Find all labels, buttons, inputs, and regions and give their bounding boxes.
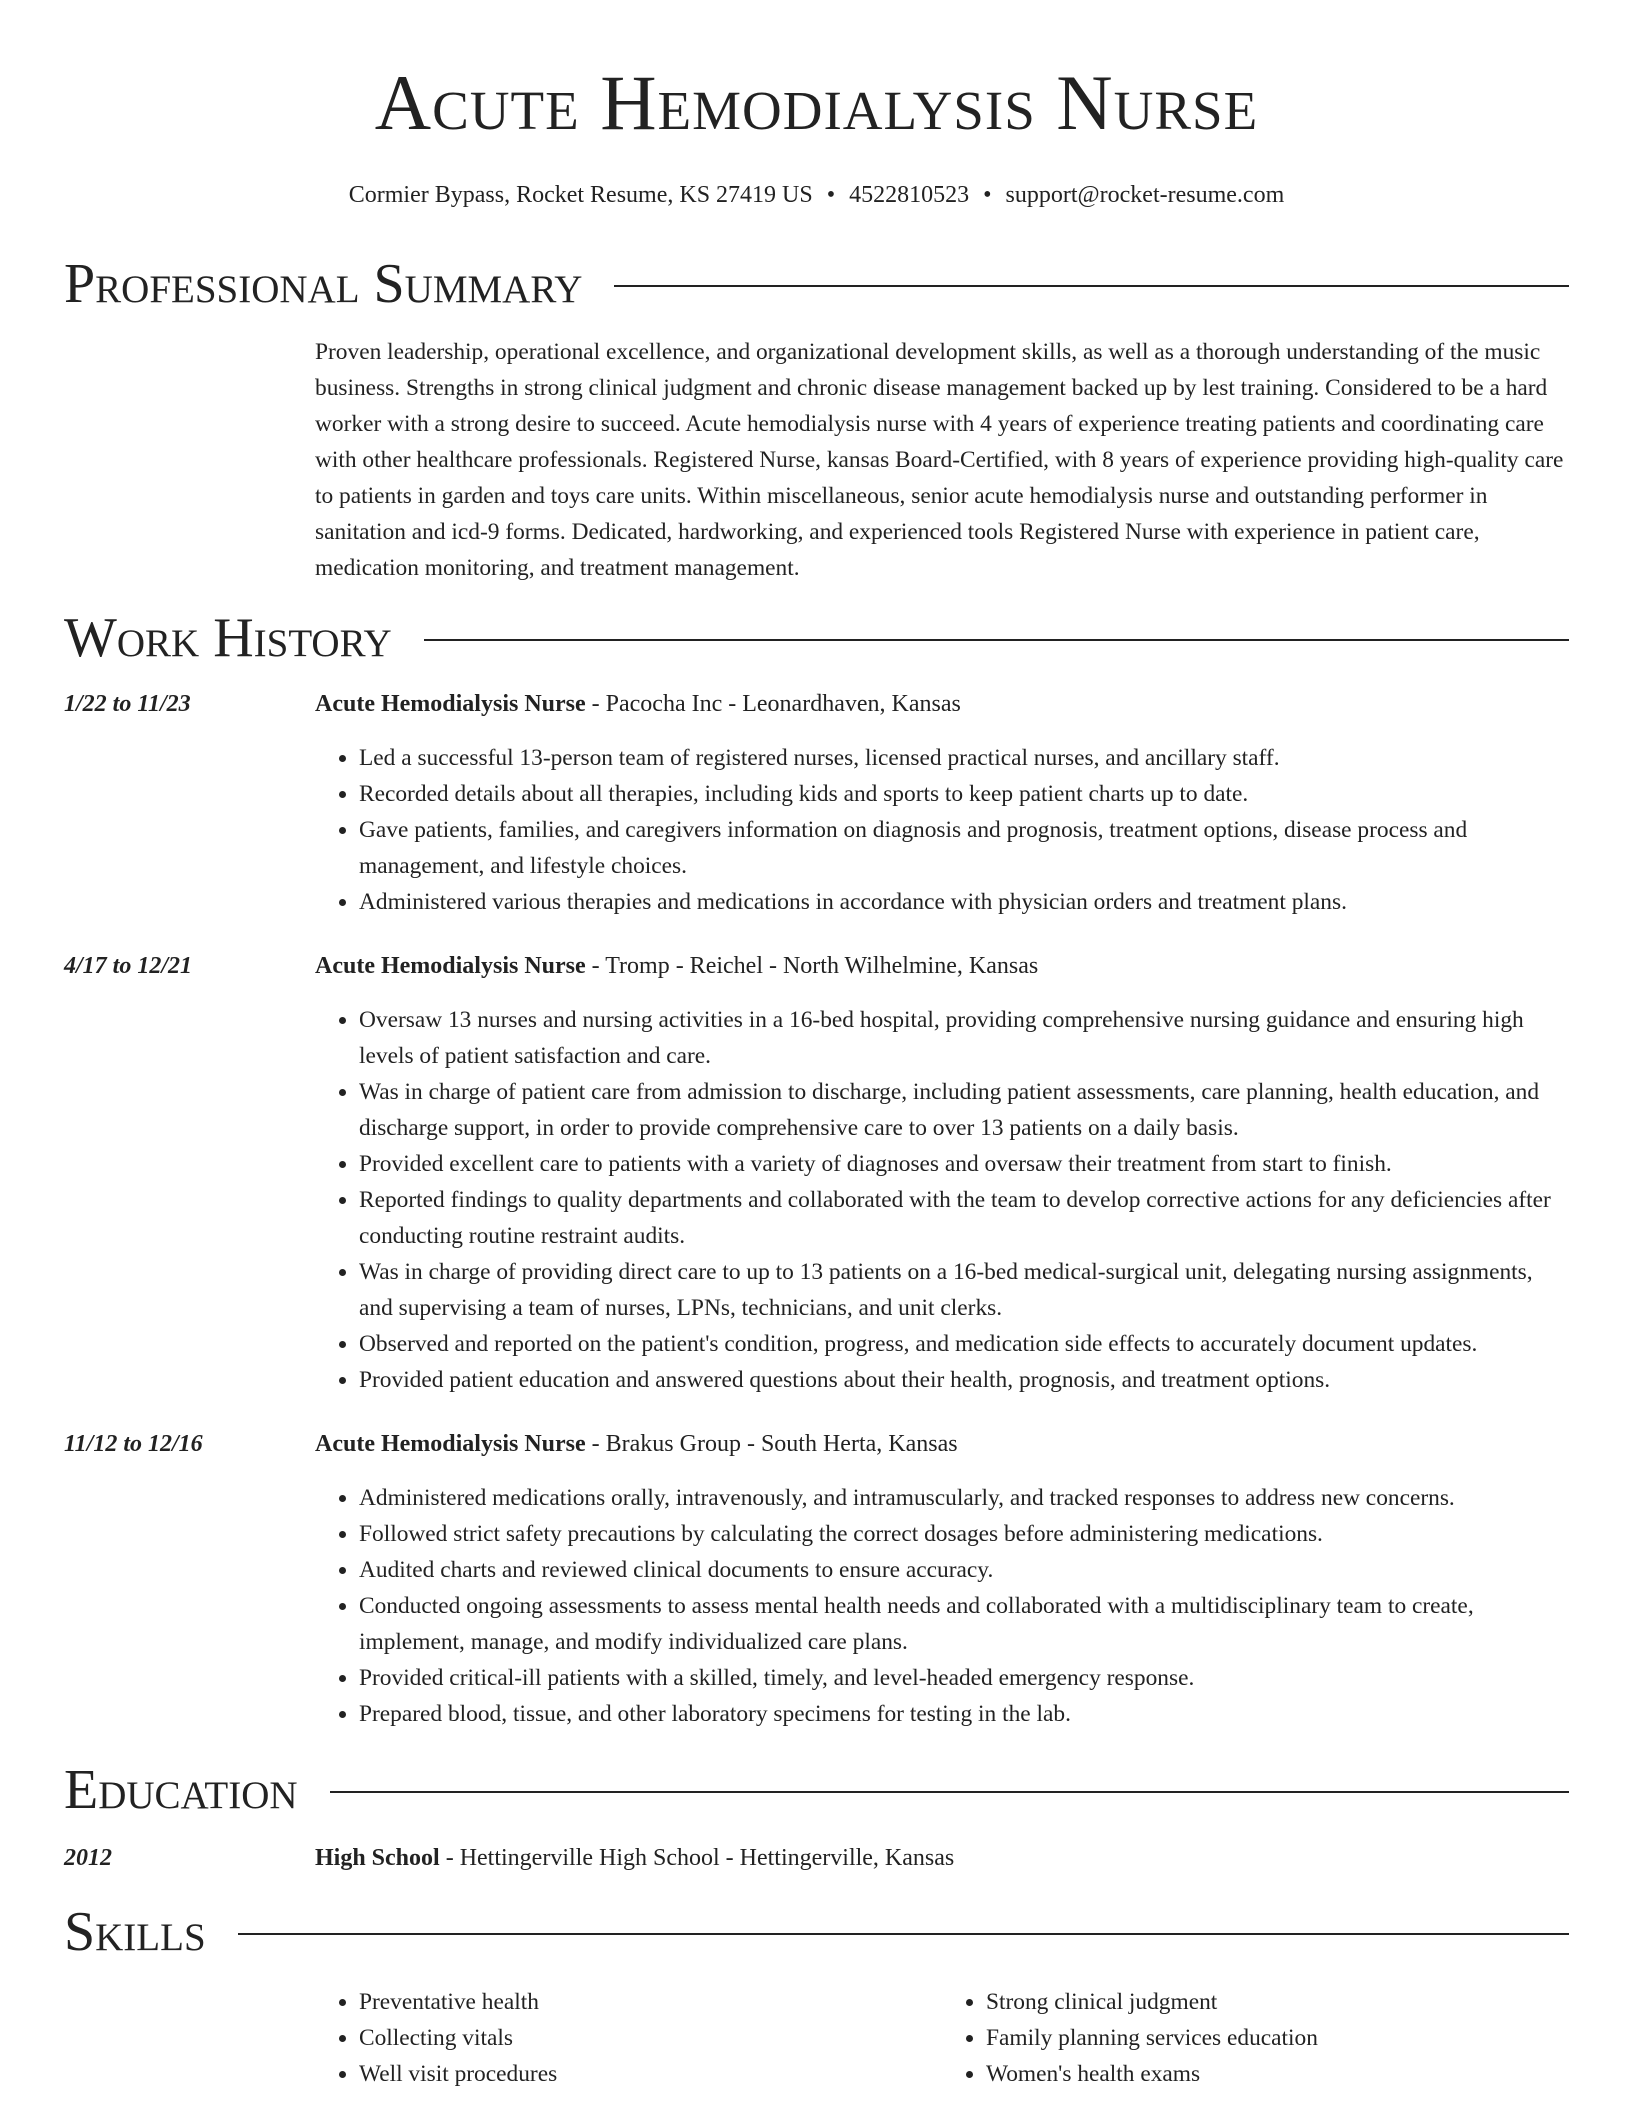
job-bullets [315,740,1569,920]
job-bullet: • Oversaw 13 nurses and nursing activities in a 16-bed hospital, providing comprehensive nursing guidance and ensuring high levels of patient satisfaction and care. [359,1002,1569,1074]
job-bullet: • Administered medications orally, intravenously, and intramuscularly, and tracked responses to address new concerns. [359,1480,1569,1516]
job-dates: 1/22 to 11/23 [64,691,191,717]
job-bullet: • Recorded details about all therapies, including kids and sports to keep patient charts up to date. [359,776,1569,812]
job-body [315,948,1569,1398]
job-dates: 11/12 to 12/16 [64,1431,203,1457]
job-body [315,686,1569,920]
skill-item: • Well visit procedures [359,2056,942,2092]
job-role-line [315,1426,1569,1462]
job-body [315,1426,1569,1732]
section-divider [330,1791,1569,1793]
job-bullet: • Audited charts and reviewed clinical documents to ensure accuracy. [359,1552,1569,1588]
education-heading: Education [64,1759,298,1821]
education-line [315,1840,1569,1876]
job-details: - Brakus Group - South Herta, Kansas [585,1431,958,1457]
job-bullet: • Provided patient education and answered questions about their health, prognosis, and treatment options. [359,1362,1569,1398]
section-divider [424,639,1569,641]
summary-heading: Professional Summary [64,253,583,315]
skill-item: • Collecting vitals [359,2020,942,2056]
skills-heading: Skills [64,1901,206,1963]
job-bullet: • Gave patients, families, and caregivers information on diagnosis and prognosis, treatment options, disease process and management, and lifestyle choices. [359,812,1569,884]
work-heading: Work History [64,607,392,669]
job-bullet: • Followed strict safety precautions by calculating the correct dosages before administering medications. [359,1516,1569,1552]
job-entry [64,686,1569,920]
contact-separator: • [826,182,836,208]
skills-column-left [315,1984,942,2092]
job-bullet: • Was in charge of patient care from admission to discharge, including patient assessments, care planning, health education, and discharge support, in order to provide comprehensive care to over 13 patients on a daily basis. [359,1074,1569,1146]
job-role-line [315,686,1569,722]
skill-item: • Preventative health [359,1984,942,2020]
section-divider [614,285,1569,287]
section-divider [238,1933,1569,1935]
education-degree: High School [315,1845,440,1871]
skills-list [315,1984,1569,2092]
contact-email: support@rocket-resume.com [1005,182,1285,208]
resume-title: Acute Hemodialysis Nurse [374,59,1259,146]
job-bullet: • Conducted ongoing assessments to assess mental health needs and collaborated with a multidisciplinary team to create, implement, manage, and modify individualized care plans. [359,1588,1569,1660]
skills-column-right [942,1984,1569,2092]
job-bullets [315,1002,1569,1398]
contact-line [64,180,1569,210]
job-entry [64,1426,1569,1732]
job-details: - Tromp - Reichel - North Wilhelmine, Kansas [585,953,1039,979]
contact-address: Cormier Bypass, Rocket Resume, KS 27419 US [348,182,813,208]
job-bullet: • Prepared blood, tissue, and other laboratory specimens for testing in the lab. [359,1696,1569,1732]
skill-item: • Strong clinical judgment [986,1984,1569,2020]
job-bullets [315,1480,1569,1732]
contact-separator: • [983,182,992,208]
skills-section-header [64,1900,1569,1964]
job-bullet: • Provided critical-ill patients with a skilled, timely, and level-headed emergency response. [359,1660,1569,1696]
job-bullet: • Was in charge of providing direct care to up to 13 patients on a 16-bed medical-surgical unit, delegating nursing assignments, and supervising a team of nurses, LPNs, technicians, and unit clerks. [359,1254,1569,1326]
resume-page [64,0,1569,2092]
job-dates: 4/17 to 12/21 [64,953,193,979]
job-bullet: • Reported findings to quality departments and collaborated with the team to develop corrective actions for any deficiencies after conducting routine restraint audits. [359,1182,1569,1254]
job-bullet: • Observed and reported on the patient's condition, progress, and medication side effects to accurately document updates. [359,1326,1569,1362]
job-role: Acute Hemodialysis Nurse [315,1431,586,1457]
summary-section-header [64,252,1569,316]
job-bullet: • Provided excellent care to patients with a variety of diagnoses and oversaw their treatment from start to finish. [359,1146,1569,1182]
education-details: - Hettingerville High School - Hettingerville, Kansas [439,1845,955,1871]
job-role: Acute Hemodialysis Nurse [315,691,586,717]
job-entry [64,948,1569,1398]
summary-text: Proven leadership, operational excellence, and organizational development skills, as well as a thorough understanding of the music business. Strengths in strong clinical judgment and chronic disease management backed up by lest training. Considered to be a hard worker with a strong desire to succeed. Acute hemodialysis nurse with 4 years of experience treating patients and coordinating care with other healthcare professionals. Registered Nurse, kansas Board-Certified, with 8 years of experience providing high-quality care to patients in garden and toys care units. Within miscellaneous, senior acute hemodialysis nurse and outstanding performer in sanitation and icd-9 forms. Dedicated, hardworking, and experienced tools Registered Nurse with experience in patient care, medication monitoring, and treatment management. [315,339,1564,581]
education-section-header [64,1758,1569,1822]
job-role: Acute Hemodialysis Nurse [315,953,586,979]
work-section-header [64,606,1569,670]
job-bullet: • Led a successful 13-person team of registered nurses, licensed practical nurses, and ancillary staff. [359,740,1569,776]
job-bullet: • Administered various therapies and medications in accordance with physician orders and treatment plans. [359,884,1569,920]
skill-item: • Family planning services education [986,2020,1569,2056]
education-entry [64,1840,1569,1876]
job-role-line [315,948,1569,984]
education-year: 2012 [64,1845,112,1871]
job-details: - Pacocha Inc - Leonardhaven, Kansas [585,691,961,717]
skill-item: • Women's health exams [986,2056,1569,2092]
contact-phone: 4522810523 [849,182,970,208]
